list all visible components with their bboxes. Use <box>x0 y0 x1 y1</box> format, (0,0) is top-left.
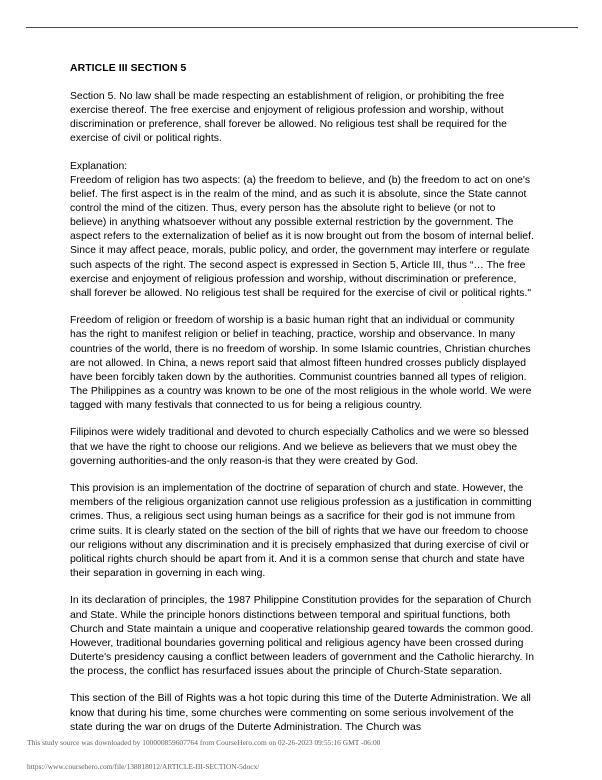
explanation-label: Explanation: <box>70 160 128 172</box>
paragraph-bill-of-rights-hot-topic: This section of the Bill of Rights was a hot topic during this time of the Duterte Administration. We all know that during his time, some churches were commenting on some serious involvement of the state during the war on drugs of the Duterte Administration. The Church was <box>70 693 531 733</box>
paragraph-explanation-body: Freedom of religion has two aspects: (a) the freedom to believe, and (b) the freedom to act on one's belief. The first aspect is in the realm of the mind, and as such it is absolute, since the State cannot control the mind of the citizen. Thus, every person has the absolute right to believe (or not to believe) in anything whatsoever without any possible external restriction by the government. The aspect refers to the externalization of belief as it is now brought out from the bosom of internal belief. Since it may affect peace, morals, public policy, and order, the government may interfere or regulate such aspects of the right. The second aspect is expressed in Section 5, Article III, thus “… The free exercise and enjoyment of religious profession and worship, without discrimination or preference, shall forever be allowed. No religious test shall be required for the exercise of civil or political rights." <box>70 174 534 299</box>
page-title: ARTICLE III SECTION 5 <box>70 63 187 74</box>
paragraph-freedom-of-worship: Freedom of religion or freedom of worship is a basic human right that an individual or community has the right to manifest religion or belief in teaching, practice, worship and observance. In many countries of the world, there is no freedom of worship. In some Islamic countries, Christian churches are not allowed. In China, a news report said that almost fifteen hundred crosses publicly displayed have been forcibly taken down by the authorities. Communist countries banned all types of religion. The Philippines as a country was known to be one of the most religious in the whole world. We were tagged with many festivals that connected to us for being a religious country. <box>70 315 532 411</box>
document-body <box>70 62 534 748</box>
paragraph-filipinos-traditional: Filipinos were widely traditional and devoted to church especially Catholics and we were so blessed that we have the right to choose our religions. And we believe as believers that we must obey the governing authorities-and the only reason-is that they were created by God. <box>70 427 529 467</box>
download-watermark-notice: This study source was downloaded by 100000859607764 from CourseHero.com on 02-26-2023 09:55:16 GMT -06:00 <box>27 738 381 747</box>
paragraph-section-5-text: Section 5. No law shall be made respecting an establishment of religion, or prohibiting the free exercise thereof. The free exercise and enjoyment of religious profession and worship, without discrimination or preference, shall forever be allowed. No religious test shall be required for the exercise of civil or political rights. <box>70 91 507 145</box>
source-url-watermark: https://www.coursehero.com/file/138818012/ARTICLE-III-SECTION-5docx/ <box>27 762 260 771</box>
paragraph-separation-doctrine: This provision is an implementation of the doctrine of separation of church and state. However, the members of the religious organization cannot use religious profession as a justification in committing crimes. Thus, a religious sect using human beings as a sacrifice for their god is not immune from crime suits. It is clearly stated on the section of the bill of rights that we have our freedom to choose our religions without any discrimination and it is precisely emphasized that during exercise of civil or political rights church should be apart from it. And it is a common sense that church and state have their separation in governing in each wing. <box>70 483 532 579</box>
explanation-block <box>70 160 534 301</box>
paragraph-declaration-of-principles: In its declaration of principles, the 1987 Philippine Constitution provides for the separation of Church and State. While the principle honors distinctions between temporal and spiritual functions, both Church and State maintain a unique and cooperative relationship geared towards the common good. However, traditional boundaries governing political and religious agency have been crossed during Duterte's presidency causing a conflict between leaders of government and the Catholic hierarchy. In the process, the conflict has resurfaced issues about the principle of Church-State separation. <box>70 595 534 677</box>
header-divider-rule <box>26 27 578 28</box>
